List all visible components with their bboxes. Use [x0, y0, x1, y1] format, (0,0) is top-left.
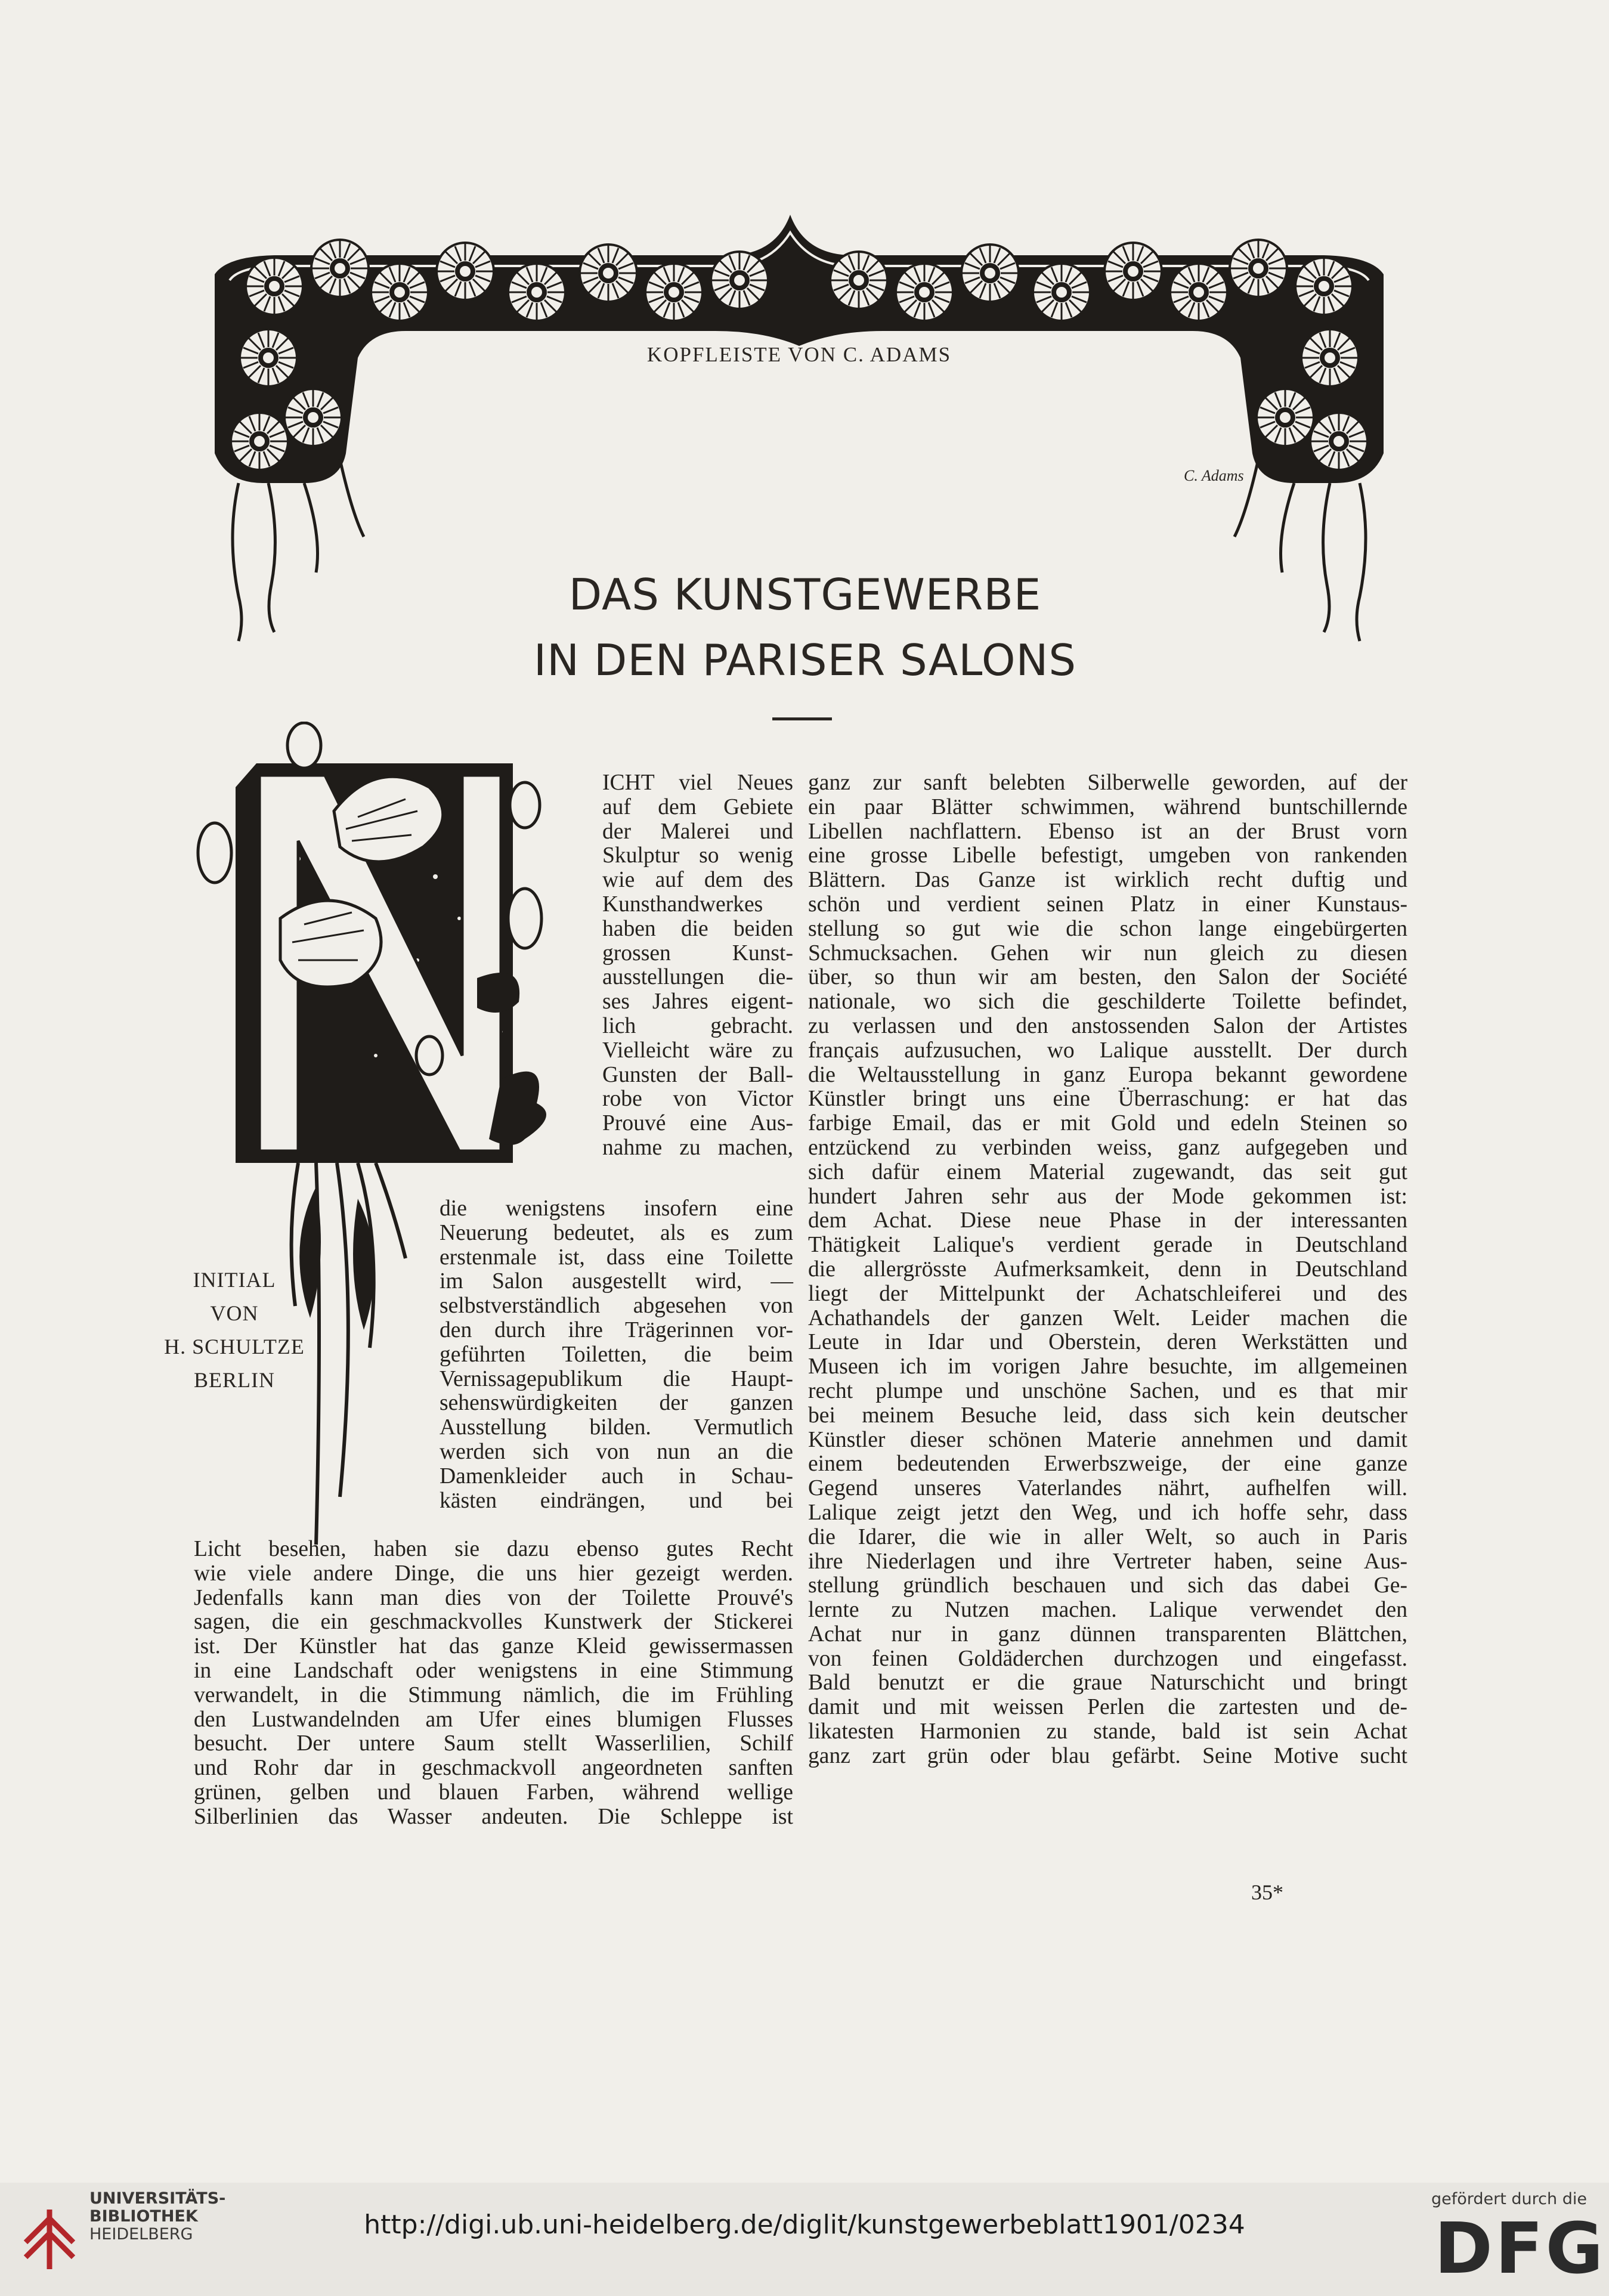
text-line: die Weltausstellung in ganz Europa bekannt gewordene [808, 1062, 1407, 1087]
funding-label: gefördert durch die [1431, 2190, 1587, 2208]
text-line: den Lustwandelnden am Ufer eines blumigen Flusses [194, 1707, 793, 1732]
text-line: Libellen nachflattern. Ebenso ist an der Brust vorn [808, 819, 1407, 844]
text-line: sehenswürdigkeiten der ganzen [440, 1391, 793, 1416]
text-line: stellung so gut wie die schon lange eingebürgerten [808, 916, 1407, 941]
artist-signature: C. Adams [1184, 467, 1244, 484]
text-line: ist. Der Künstler hat das ganze Kleid gewissermassen [194, 1634, 793, 1659]
text-line: farbige Email, das er mit Gold und edeln Steinen so [808, 1111, 1407, 1136]
text-line: dem Achat. Diese neue Phase in der interessanten [808, 1208, 1407, 1233]
text-line: wie viele andere Dinge, die uns hier gezeigt werden. [194, 1561, 793, 1586]
text-line: Achathandels der ganzen Welt. Leider machen die [808, 1305, 1407, 1330]
text-line: den durch ihre Trägerinnen vor- [440, 1317, 793, 1342]
text-line: wie auf dem des [602, 868, 793, 893]
text-line: Vernissagepublikum die Haupt- [440, 1366, 793, 1391]
library-name-line: HEIDELBERG [89, 2225, 193, 2244]
text-line: sich dafür einem Material zugewandt, das seit gut [808, 1159, 1407, 1184]
text-line: Leute in Idar und Oberstein, deren Werkstätten und [808, 1330, 1407, 1355]
text-line: ein paar Blätter schwimmen, während buntschillernde [808, 794, 1407, 819]
text-line: Gunsten der Ball- [602, 1062, 793, 1087]
body-text-left-full [194, 1537, 793, 1830]
text-line: Kunsthandwerkes [602, 892, 763, 917]
text-line: im Salon ausgestellt wird, — [440, 1269, 793, 1294]
text-line: Blättern. Das Ganze ist wirklich recht duftig und [808, 868, 1407, 893]
initial-caption-line: INITIAL [193, 1268, 276, 1292]
text-line: bei meinem Besuche leid, dass sich kein deutscher [808, 1403, 1407, 1428]
text-line: selbstverständlich abgesehen von [440, 1294, 793, 1319]
text-line: Achat nur in ganz dünnen transparenten Blättchen, [808, 1622, 1407, 1647]
text-line: einem bedeutenden Erwerbszweige, der eine ganze [808, 1452, 1407, 1477]
initial-caption-line: VON [210, 1301, 259, 1325]
text-line: die Idarer, die wie in aller Welt, so auch in Paris [808, 1524, 1407, 1549]
text-line: Licht besehen, haben sie dazu ebenso gutes Recht [194, 1537, 793, 1561]
text-line: auf dem Gebiete [602, 794, 793, 819]
initial-caption-line: BERLIN [194, 1368, 275, 1392]
text-line: stellung gründlich beschauen und sich das dabei Ge- [808, 1573, 1407, 1598]
text-line: grossen Kunst- [602, 940, 793, 966]
text-line: Gegend unseres Vaterlandes nährt, aufhelfen will. [808, 1476, 1407, 1501]
text-line: Künstler bringt uns eine Überraschung: er hat das [808, 1087, 1407, 1112]
text-line: grünen, gelben und blauen Farben, während wellige [194, 1780, 793, 1805]
page-number: 35* [1251, 1880, 1283, 1904]
initial-caption [130, 1263, 339, 1397]
text-line: die wenigstens insofern eine [440, 1196, 793, 1221]
text-line: der Malerei und [602, 819, 793, 844]
article-title-line-1: DAS KUNSTGEWERBE [568, 570, 1042, 620]
text-line: Skulptur so wenig [602, 843, 793, 868]
text-line: kästen eindrängen, und bei [440, 1488, 793, 1513]
text-line: haben die beiden [602, 916, 793, 941]
text-line: sagen, die ein geschmackvolles Kunstwerk der Stickerei [194, 1610, 793, 1635]
text-line: lich gebracht. [602, 1013, 793, 1038]
text-line: robe von Victor [602, 1087, 793, 1112]
text-line: Lalique zeigt jetzt den Weg, und ich hoffe sehr, dass [808, 1500, 1407, 1525]
article-title-line-2: IN DEN PARISER SALONS [533, 635, 1077, 685]
text-line: Schmucksachen. Gehen wir nun gleich zu diesen [808, 940, 1407, 966]
text-line: nationale, wo sich die geschilderte Toilette befindet, [808, 989, 1407, 1014]
text-line: ICHT viel Neues [602, 771, 793, 795]
text-line: eine grosse Libelle befestigt, umgeben von rankenden [808, 843, 1407, 868]
text-line: français aufzusuchen, wo Lalique ausstellt. Der durch [808, 1038, 1407, 1063]
initial-caption-line: H. SCHULTZE [164, 1335, 305, 1359]
text-line: entzückend zu verbinden weiss, ganz aufgegeben und [808, 1135, 1407, 1160]
text-line: von feinen Goldäderchen durchzogen und eingefasst. [808, 1646, 1407, 1671]
text-line: in eine Landschaft oder wenigstens in eine Stimmung [194, 1658, 793, 1683]
text-line: und Rohr dar in geschmackvoll angeordneten sanften [194, 1756, 793, 1781]
text-line: verwandelt, in die Stimmung nämlich, die im Frühling [194, 1682, 793, 1707]
text-line: geführten Toiletten, die beim [440, 1342, 793, 1367]
text-line: Künstler dieser schönen Materie annehmen und damit [808, 1427, 1407, 1452]
text-line: Ausstellung bilden. Vermutlich [440, 1415, 793, 1440]
text-line: ausstellungen die- [602, 965, 793, 990]
text-line: hundert Jahren sehr aus der Mode gekommen ist: [808, 1184, 1407, 1209]
headpiece-caption: KOPFLEISTE VON C. ADAMS [646, 343, 952, 366]
text-line: Bald benutzt er die graue Naturschicht und bringt [808, 1670, 1407, 1695]
text-line: ihre Niederlagen und ihre Vertreter haben, seine Aus- [808, 1549, 1407, 1574]
text-line: die allergrösste Aufmerksamkeit, denn in Deutschland [808, 1257, 1407, 1282]
text-line: Damenkleider auch in Schau- [440, 1463, 793, 1489]
text-line: Silberlinien das Wasser andeuten. Die Schleppe ist [194, 1804, 793, 1829]
text-line: Vielleicht wäre zu [602, 1038, 793, 1063]
text-line: nahme zu machen, [602, 1135, 793, 1160]
text-line: Prouvé eine Aus- [602, 1111, 793, 1136]
text-line: schön und verdient seinen Platz in einer Kunstaus- [808, 892, 1407, 917]
body-text-medium [440, 1197, 793, 1513]
text-line: lernte zu Nutzen machen. Lalique verwendet den [808, 1598, 1407, 1623]
text-line: ses Jahres eigent- [602, 989, 793, 1014]
body-text-narrow [602, 771, 793, 1161]
library-name-line: UNIVERSITÄTS- [89, 2189, 226, 2208]
text-line: besucht. Der untere Saum stellt Wasserlilien, Schilf [194, 1731, 793, 1756]
text-line: Museen ich im vorigen Jahre besuchte, im allgemeinen [808, 1354, 1407, 1379]
dfg-logo: DFG [1434, 2207, 1606, 2289]
text-line: ganz zart grün oder blau gefärbt. Seine Motive sucht [808, 1743, 1407, 1768]
text-line: damit und mit weissen Perlen die zartesten und de- [808, 1695, 1407, 1720]
text-line: Jedenfalls kann man dies von der Toilette Prouvé's [194, 1585, 793, 1610]
source-url-link[interactable]: http://digi.ub.uni-heidelberg.de/diglit/kunstgewerbeblatt1901/0234 [364, 2210, 1245, 2240]
text-line: Neuerung bedeutet, als es zum [440, 1220, 793, 1245]
body-text-right-column [808, 771, 1407, 1769]
text-line: Thätigkeit Lalique's verdient gerade in Deutschland [808, 1233, 1407, 1258]
text-line: likatesten Harmonien zu stande, bald ist sein Achat [808, 1719, 1407, 1744]
title-divider [772, 717, 832, 720]
text-line: erstenmale ist, dass eine Toilette [440, 1245, 793, 1270]
text-line: liegt der Mittelpunkt der Achatschleiferei und des [808, 1281, 1407, 1306]
text-line: über, so thun wir am besten, den Salon der Société [808, 965, 1407, 990]
library-name-line: BIBLIOTHEK [89, 2207, 198, 2226]
text-line: recht plumpe und unschöne Sachen, und es that mir [808, 1378, 1407, 1403]
text-line: ganz zur sanft belebten Silberwelle geworden, auf der [808, 771, 1407, 795]
text-line: werden sich von nun an die [440, 1439, 793, 1464]
text-line: zu verlassen und den anstossenden Salon der Artistes [808, 1013, 1407, 1038]
